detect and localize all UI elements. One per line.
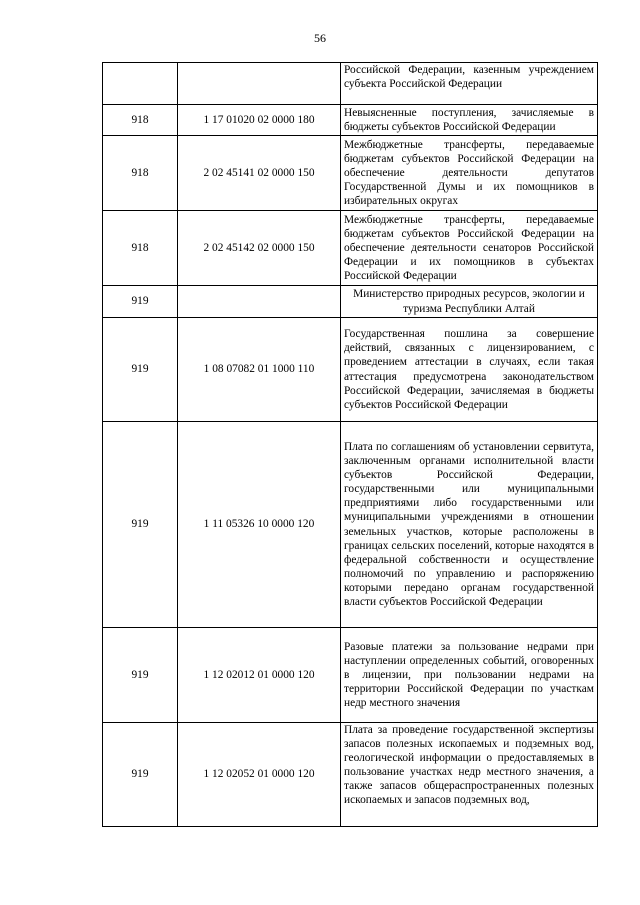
table-row xyxy=(103,136,598,211)
table-row xyxy=(103,63,598,105)
admin-code-cell: 919 xyxy=(103,723,178,827)
admin-code-cell: 919 xyxy=(103,286,178,318)
name-cell: Межбюджетные трансферты, передаваемые бюджетам субъектов Российской Федерации на обеспечение деятельности депутатов Государственной Думы и их помощников в избирательных округах xyxy=(341,136,598,211)
table-row xyxy=(103,318,598,422)
admin-code-cell: 918 xyxy=(103,211,178,286)
name-cell: Государственная пошлина за совершение действий, связанных с лицензированием, с проведением аттестации в случаях, если такая аттестация предусмотрена законодательством Российской Федерации, зачисляемая в бюджеты субъектов Российской Федерации xyxy=(341,318,598,422)
admin-code-cell: 918 xyxy=(103,105,178,136)
kbk-cell: 1 17 01020 02 0000 180 xyxy=(178,105,341,136)
kbk-cell: 1 12 02012 01 0000 120 xyxy=(178,628,341,723)
name-cell: Плата по соглашениям об установлении сервитута, заключенным органами исполнительной власти субъектов Российской Федерации, государственными или муниципальными предприятиями либо государственными или муниципальными учреждениями в отношении земельных участков, которые расположены в границах сельских поселений, которые находятся в федеральной собственности и осуществление полномочий по управлению и распоряжению которыми передано органам государственной власти субъектов Российской Федерации xyxy=(341,422,598,628)
kbk-cell xyxy=(178,63,341,105)
name-cell: Разовые платежи за пользование недрами при наступлении определенных событий, оговоренных в лицензии, при пользовании недрами на территории Российской Федерации по участкам недр местного значения xyxy=(341,628,598,723)
name-cell: Межбюджетные трансферты, передаваемые бюджетам субъектов Российской Федерации на обеспечение деятельности сенаторов Российской Федерации и их помощников в субъектах Российской Федерации xyxy=(341,211,598,286)
name-cell: Плата за проведение государственной экспертизы запасов полезных ископаемых и подземных вод, геологической информации о предоставляемых в пользование участках недр местного значения, а также запасов общераспространенных полезных ископаемых и запасов подземных вод, xyxy=(341,723,598,827)
admin-code-cell: 919 xyxy=(103,422,178,628)
codes-table xyxy=(102,62,598,827)
kbk-cell: 2 02 45142 02 0000 150 xyxy=(178,211,341,286)
admin-code-cell: 919 xyxy=(103,318,178,422)
kbk-cell xyxy=(178,286,341,318)
name-cell: Невыясненные поступления, зачисляемые в бюджеты субъектов Российской Федерации xyxy=(341,105,598,136)
table-row xyxy=(103,286,598,318)
name-cell: Российской Федерации, казенным учреждением субъекта Российской Федерации xyxy=(341,63,598,105)
table-row xyxy=(103,105,598,136)
table-row xyxy=(103,422,598,628)
table-row xyxy=(103,628,598,723)
kbk-cell: 1 11 05326 10 0000 120 xyxy=(178,422,341,628)
kbk-cell: 2 02 45141 02 0000 150 xyxy=(178,136,341,211)
page-number: 56 xyxy=(314,31,326,45)
kbk-cell: 1 12 02052 01 0000 120 xyxy=(178,723,341,827)
table-row xyxy=(103,723,598,827)
kbk-cell: 1 08 07082 01 1000 110 xyxy=(178,318,341,422)
table-row xyxy=(103,211,598,286)
admin-code-cell: 919 xyxy=(103,628,178,723)
admin-code-cell xyxy=(103,63,178,105)
admin-code-cell: 918 xyxy=(103,136,178,211)
ministry-heading: Министерство природных ресурсов, экологии и туризма Республики Алтай xyxy=(341,286,598,318)
